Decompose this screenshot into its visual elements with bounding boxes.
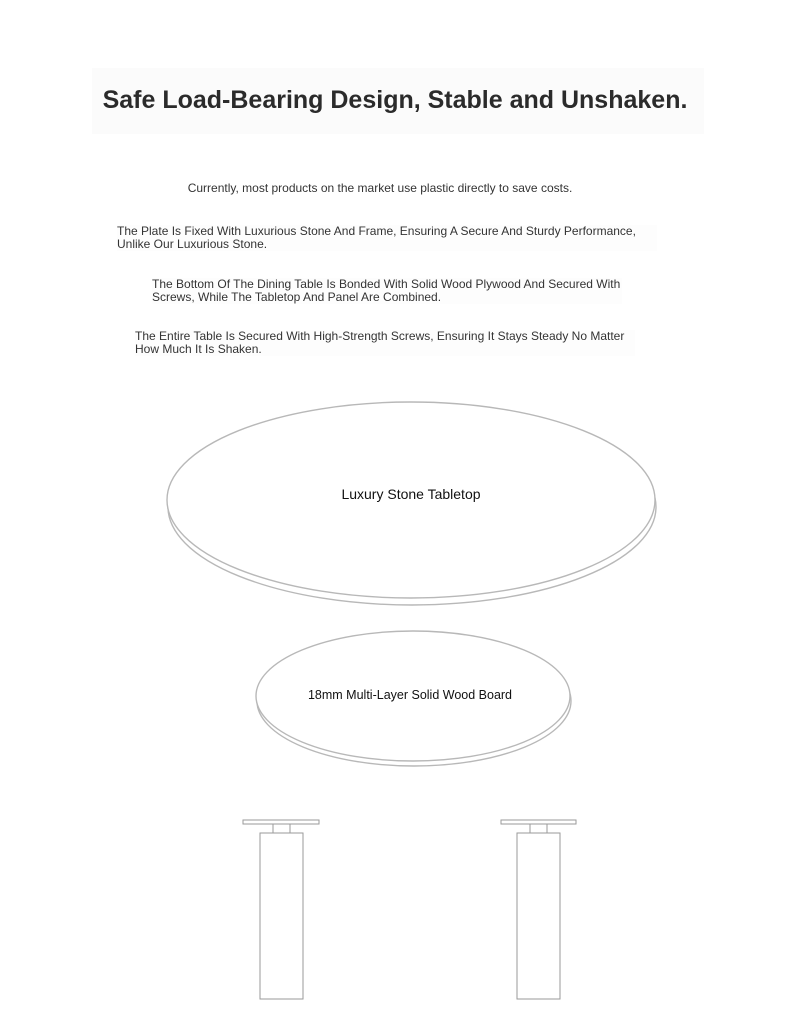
- page-title: Safe Load-Bearing Design, Stable and Unshaken.: [102, 86, 688, 114]
- board-label: 18mm Multi-Layer Solid Wood Board: [307, 688, 513, 702]
- leg-left-connector: [273, 824, 290, 833]
- paragraph-high-strength-screws: The Entire Table Is Secured With High-Strength Screws, Ensuring It Stays Steady No Matter How Much It Is Shaken.: [135, 330, 635, 356]
- leg-left-plate: [243, 820, 319, 824]
- stone-tabletop: [167, 402, 656, 605]
- table-leg-left: [243, 820, 319, 999]
- leg-right-post: [517, 833, 560, 999]
- intro-text: Currently, most products on the market use plastic directly to save costs.: [187, 181, 573, 195]
- leg-left-post: [260, 833, 303, 999]
- leg-right-plate: [501, 820, 576, 824]
- paragraph-stone-frame: The Plate Is Fixed With Luxurious Stone And Frame, Ensuring A Secure And Sturdy Performance, Unlike Our Luxurious Stone.: [117, 225, 657, 251]
- leg-right-connector: [530, 824, 547, 833]
- paragraph-plywood-bottom: The Bottom Of The Dining Table Is Bonded With Solid Wood Plywood And Secured With Screws, While The Tabletop And Panel Are Combined.: [152, 277, 621, 304]
- tabletop-label: Luxury Stone Tabletop: [341, 486, 481, 502]
- table-leg-right: [501, 820, 576, 999]
